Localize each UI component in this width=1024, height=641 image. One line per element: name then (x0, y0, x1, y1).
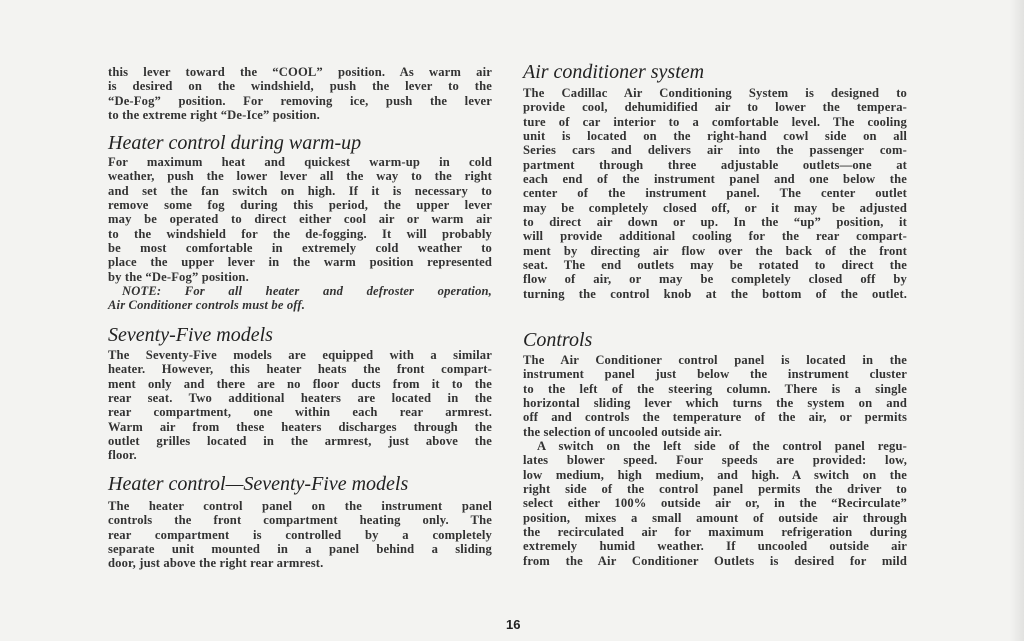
paragraph-heater-warm-up (108, 155, 492, 284)
text-line: may be operated to direct either cool air or warm air (108, 212, 492, 227)
text-line: and set the fan switch on high. If it is necessary to (108, 183, 492, 198)
paragraph-heater-control-seventy-five (108, 499, 492, 571)
text-line: to the extreme right “De-Ice” position. (108, 108, 320, 123)
text-line: provide cool, dehumidified air to lower the tempera- (523, 100, 907, 115)
text-line: to direct air down or up. In the “up” position, it (523, 215, 907, 230)
text-line: flow of air, or may be completely closed off by (523, 272, 907, 287)
text-line: horizontal sliding lever which turns the system on and (523, 396, 907, 411)
text-line: the recirculated air for maximum refrigeration during (523, 525, 907, 540)
text-line: to the left of the steering column. There is a single (523, 381, 907, 396)
text-line: lates blower speed. Four speeds are provided: low, (523, 453, 907, 468)
text-line: remove some fog during this period, the upper lever (108, 198, 492, 213)
text-line: is desired on the windshield, push the lever to the (108, 79, 492, 94)
paragraph-controls-2 (523, 439, 907, 568)
text-line: Warm air from these heaters discharges through the (108, 419, 492, 434)
text-line: by the “De-Fog” position. (108, 269, 249, 284)
text-line: The Seventy-Five models are equipped with a similar (108, 348, 492, 362)
text-line: may be completely closed off, or it may be adjusted (523, 200, 907, 215)
text-line: turning the control knob at the bottom of the outlet. (523, 286, 907, 301)
text-line: outlet grilles located in the armrest, just above the (108, 434, 492, 449)
text-line: The Cadillac Air Conditioning System is designed to (523, 86, 907, 100)
text-line: center of the instrument panel. The center outlet (523, 186, 907, 201)
text-line: this lever toward the “COOL” position. As warm air (108, 65, 492, 79)
text-line: Air Conditioner controls must be off. (108, 298, 306, 313)
heading-heater-control-seventy-five: Heater control—Seventy-Five models (108, 473, 409, 495)
text-line: NOTE: For all heater and defroster operation, (122, 284, 492, 298)
note-paragraph (108, 284, 492, 313)
text-line: ture of car interior to a comfortable level. The cooling (523, 114, 907, 129)
text-line: weather, push the lower lever all the way to the right (108, 169, 492, 184)
text-line: seat. The end outlets may be rotated to direct the (523, 258, 907, 273)
text-line: instrument panel just below the instrument cluster (523, 367, 907, 382)
text-line: off and controls the temperature of the air, or permits (523, 410, 907, 425)
text-line: from the Air Conditioner Outlets is desired for mild (523, 553, 907, 568)
text-line: each end of the instrument panel and one below the (523, 172, 907, 187)
text-line: For maximum heat and quickest warm-up in cold (108, 155, 492, 169)
text-line: unit is located on the right-hand cowl side on all (523, 129, 907, 144)
text-line: low medium, high medium, and high. A switch on the (523, 467, 907, 482)
text-line: to the windshield for the de-fogging. It will probably (108, 226, 492, 241)
text-line: controls the front compartment heating only. The (108, 513, 492, 528)
text-line: ment by directing air flow over the back of the front (523, 243, 907, 258)
text-line: “De-Fog” position. For removing ice, push the lever (108, 93, 492, 108)
text-line: separate unit mounted in a panel behind a sliding (108, 542, 492, 557)
paragraph-seventy-five-models (108, 348, 492, 463)
text-line: A switch on the left side of the control panel regu- (537, 439, 907, 453)
text-line: place the upper lever in the warm position represented (108, 255, 492, 270)
text-line: partment through three adjustable outlets—one at (523, 157, 907, 172)
text-line: extremely humid weather. If uncooled outside air (523, 539, 907, 554)
text-line: rear compartment is controlled by a completely (108, 527, 492, 542)
text-line: right side of the control panel permits the driver to (523, 482, 907, 497)
text-line: Series cars and delivers air into the passenger com- (523, 143, 907, 158)
heading-seventy-five-models: Seventy-Five models (108, 324, 273, 346)
text-line: select either 100% outside air or, in the “Recirculate” (523, 496, 907, 511)
text-line: will provide additional cooling for the rear compart- (523, 229, 907, 244)
text-line: the selection of uncooled outside air. (523, 424, 723, 439)
text-line: The heater control panel on the instrument panel (108, 499, 492, 513)
text-line: rear seat. Two additional heaters are located in the (108, 391, 492, 406)
heading-heater-warm-up: Heater control during warm-up (108, 132, 362, 154)
heading-controls: Controls (523, 329, 593, 351)
text-line: heater. However, this heater heats the front compart- (108, 362, 492, 377)
page-number: 16 (506, 617, 521, 632)
paragraph-controls-1 (523, 353, 907, 439)
text-line: position, mixes a small amount of outside air through (523, 510, 907, 525)
intro-paragraph (108, 65, 492, 122)
text-line: rear compartment, one within each rear armrest. (108, 405, 492, 420)
text-line: be most comfortable in extremely cold weather to (108, 241, 492, 256)
text-line: ment only and there are no floor ducts from it to the (108, 376, 492, 391)
text-line: The Air Conditioner control panel is located in the (523, 353, 907, 367)
paragraph-air-conditioner-system (523, 86, 907, 301)
text-line: door, just above the right rear armrest. (108, 556, 324, 571)
page-edge-shadow (1010, 0, 1024, 641)
heading-air-conditioner-system: Air conditioner system (523, 61, 705, 83)
text-line: floor. (108, 448, 137, 463)
